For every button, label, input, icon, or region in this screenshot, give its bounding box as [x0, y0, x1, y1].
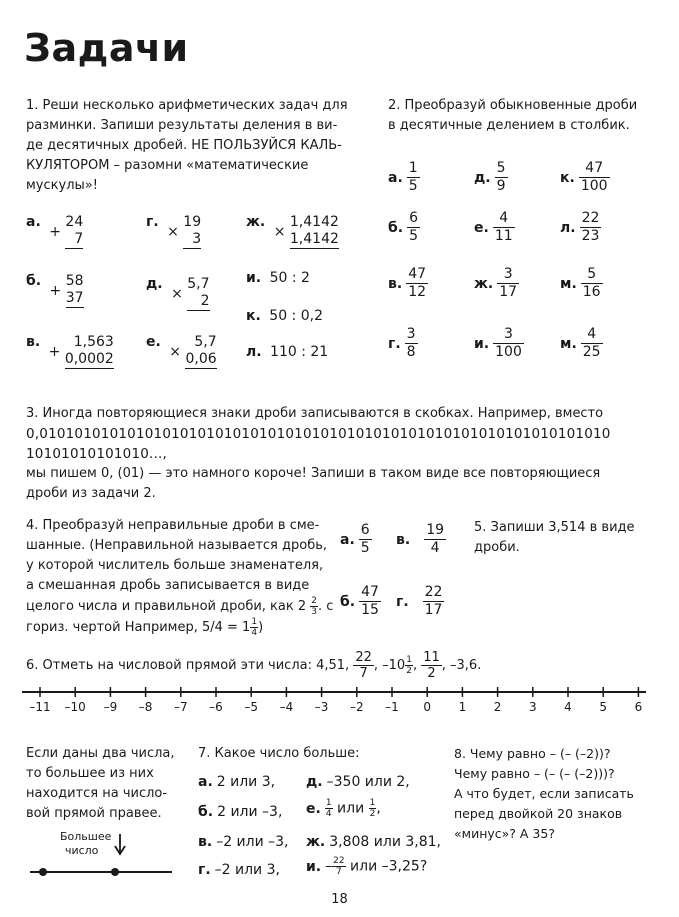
mini-number-line: [26, 828, 176, 884]
denominator: 100: [495, 344, 522, 360]
numerator: 47: [579, 160, 610, 178]
item-label: б.: [26, 273, 42, 289]
text: гориз. чертой Например, 5/4 = 1: [26, 620, 251, 635]
numerator: 1: [408, 160, 418, 176]
problem-4-item: [340, 584, 381, 619]
note-line: то большее из них: [26, 766, 154, 781]
problem-3-text: [26, 404, 666, 504]
expression: 50 : 2: [269, 270, 310, 286]
text: . с: [318, 599, 334, 614]
operator: +: [49, 224, 61, 240]
down-arrow-icon: [115, 834, 125, 854]
denominator: 8: [406, 344, 416, 360]
number-line-tick-label: –1: [385, 700, 399, 714]
item-label: е.: [474, 219, 489, 236]
denominator: 23: [581, 228, 600, 244]
problem-4-item: [396, 522, 446, 557]
item-label: ж.: [474, 275, 494, 292]
item-label: а.: [388, 169, 403, 186]
number-line-tick-label: –6: [209, 700, 223, 714]
problem-1-item: [246, 214, 339, 249]
problem-1-item: [246, 308, 323, 324]
operand-bottom: 7: [65, 231, 83, 249]
numerator: 47: [361, 584, 379, 600]
expression: 110 : 21: [270, 344, 329, 360]
problem-4-line: а смешанная дробь записывается в виде: [26, 578, 310, 593]
problem-1-line: 1. Реши несколько арифметических задач для: [26, 98, 348, 113]
problem-3-line: мы пишем 0, (01) — это намного короче! Запиши в таком виде все повторяющиеся: [26, 466, 601, 481]
problem-2-text: [388, 96, 658, 136]
denominator: 3: [311, 607, 317, 617]
number-line-tick-label: –8: [138, 700, 153, 714]
item-label: и.: [474, 335, 490, 352]
text: или: [337, 800, 365, 817]
operand-bottom: 0,0002: [64, 351, 114, 367]
item-label: в.: [198, 834, 213, 850]
denominator: 7: [336, 867, 342, 877]
item-label: и.: [306, 858, 322, 875]
problem-4-line: [26, 596, 336, 617]
problem-1-text: [26, 96, 356, 196]
point-larger: [111, 868, 119, 876]
denominator: 4: [430, 540, 440, 556]
problem-1-item: [26, 214, 83, 249]
operand-top: 19: [183, 214, 202, 230]
problem-2-item: [474, 266, 519, 301]
problem-3-line: 10101010101010...,: [26, 446, 168, 462]
denominator: 17: [499, 284, 518, 300]
numerator: 3: [497, 266, 519, 284]
item-label: г.: [198, 862, 211, 878]
denominator: 12: [408, 284, 427, 300]
problem-8-line: Чему равно – (– (– (–2)))?: [454, 766, 615, 781]
numerator: 4: [581, 326, 603, 344]
numerator: 22: [355, 650, 372, 665]
item-label: ж.: [246, 214, 266, 230]
text: или –3,25?: [350, 858, 428, 875]
item-label: в.: [26, 334, 41, 350]
problem-5-text: [474, 518, 664, 558]
number-line-tick-label: –5: [244, 700, 258, 714]
operator: +: [49, 283, 62, 299]
note-line: Если даны два числа,: [26, 746, 175, 761]
item-label: д.: [306, 774, 323, 790]
problem-7-item: [198, 774, 275, 790]
numerator: 2: [311, 596, 317, 606]
problem-2-item: [474, 160, 508, 195]
problem-2-item: [560, 160, 610, 195]
problem-1-line: разминки. Запиши результаты деления в ви-: [26, 118, 338, 133]
expression: –2 или –3,: [216, 834, 289, 850]
denominator: 5: [408, 178, 418, 194]
problem-1-item: [146, 334, 217, 369]
denominator: 15: [361, 602, 379, 618]
problem-2-item: [560, 326, 603, 361]
problem-7-title: 7. Какое число больше:: [198, 746, 360, 761]
expression: 2 или 3,: [216, 774, 276, 790]
denominator: 4: [251, 628, 258, 638]
operator: ×: [273, 224, 286, 240]
problem-1-item: [26, 334, 114, 369]
numerator: 1: [406, 655, 412, 665]
numerator: 1: [251, 617, 258, 627]
problem-1-line: КУЛЯТОРОМ – разомни «математические: [26, 158, 309, 173]
item-label: к.: [246, 308, 261, 324]
problem-4-line: [26, 617, 336, 638]
denominator: 17: [424, 602, 443, 618]
problem-4-text: [26, 516, 336, 638]
problem-1-item: [146, 276, 210, 311]
problem-2-item: [560, 210, 601, 245]
item-label: д.: [474, 169, 491, 186]
problem-6-text: [26, 650, 666, 681]
number-line-tick-label: –10: [64, 700, 86, 714]
expression: –2 или 3,: [214, 862, 280, 878]
problem-2-item: [474, 210, 515, 245]
number-line-tick-label: –2: [349, 700, 364, 714]
arrow-label-line: число: [64, 844, 99, 857]
text: ,: [376, 800, 381, 817]
item-label: б.: [198, 804, 214, 820]
problem-4-line: у которой числитель больше знаменателя,: [26, 558, 324, 573]
denominator: 9: [496, 178, 506, 194]
text: ): [258, 620, 264, 635]
item-label: г.: [388, 335, 401, 352]
problem-8-line: А что будет, если записать: [454, 786, 634, 801]
denominator: 4: [325, 809, 332, 819]
numerator: 3: [406, 326, 416, 342]
number-line-tick-label: 4: [564, 700, 572, 714]
problem-1-item: [26, 273, 84, 308]
problem-7-item: [198, 834, 289, 850]
operator: +: [48, 344, 61, 360]
expression: 2 или –3,: [217, 804, 283, 820]
page-title: Задачи: [24, 26, 189, 70]
operand-bottom: 0,06: [185, 351, 217, 367]
problem-3-line: дроби из задачи 2.: [26, 486, 156, 501]
item-label: б.: [340, 593, 356, 610]
note-line: вой прямой правее.: [26, 806, 162, 821]
item-label: и.: [246, 270, 262, 286]
operand-top: 5,7: [187, 276, 210, 292]
operand-top: 24: [65, 214, 84, 230]
problem-1-line: мускулы»!: [26, 178, 98, 193]
number-line-tick-label: 3: [528, 700, 537, 714]
numerator: 22: [581, 210, 600, 226]
problem-8-line: перед двойкой 20 знаков: [454, 806, 623, 821]
problem-8-line: 8. Чему равно – (– (–2))?: [454, 746, 611, 761]
operator: ×: [169, 344, 182, 360]
numerator: 19: [426, 522, 445, 538]
problem-8-line: «минус»? А 35?: [454, 826, 555, 841]
item-label: к.: [560, 169, 575, 186]
number-line-tick-label: –4: [279, 700, 294, 714]
numerator: 1: [325, 798, 332, 808]
operand-bottom: 37: [65, 290, 84, 306]
problem-2-item: [388, 160, 420, 195]
problem-2-item: [388, 266, 428, 301]
item-label: м.: [560, 335, 577, 352]
point-smaller: [39, 868, 47, 876]
problem-7-item: [306, 856, 427, 877]
numerator: 1: [369, 798, 376, 808]
expression: –350 или 2,: [326, 774, 410, 790]
expression: 50 : 0,2: [269, 308, 323, 324]
operand-top: 58: [65, 273, 84, 289]
problem-2-item: [560, 266, 603, 301]
text: 6. Отметь на числовой прямой эти числа: 4,51,: [26, 658, 350, 673]
denominator: 2: [369, 809, 376, 819]
operand-top: 1,563: [73, 334, 114, 350]
operand-bottom: 1,4142: [289, 231, 339, 247]
numerator: 5: [496, 160, 506, 176]
denominator: 16: [582, 284, 601, 300]
note-line: находится на число-: [26, 786, 168, 801]
item-label: г.: [396, 593, 409, 610]
operand-top: 1,4142: [289, 214, 339, 230]
text: целого числа и правильной дроби, как 2: [26, 599, 307, 614]
item-label: в.: [396, 531, 411, 548]
problem-7-item: [198, 862, 280, 878]
problem-1-item: [146, 214, 201, 249]
number-line-tick-label: –3: [314, 700, 329, 714]
problem-4-item: [396, 584, 444, 619]
number-line-labels: [0, 700, 679, 720]
item-label: л.: [246, 344, 262, 360]
number-line-tick-label: –11: [29, 700, 51, 714]
item-label: е.: [146, 334, 161, 350]
denominator: 100: [580, 178, 608, 194]
problem-2-item: [388, 326, 418, 361]
number-line-tick-label: 6: [634, 700, 643, 714]
item-label: д.: [146, 276, 163, 292]
problem-4-item: [340, 522, 372, 557]
problem-1-item: [246, 344, 328, 360]
denominator: 5: [409, 228, 419, 244]
denominator: 25: [582, 344, 601, 360]
operator: ×: [171, 286, 183, 302]
problem-2-item: [474, 326, 524, 361]
numerator: 11: [423, 650, 440, 665]
item-label: е.: [306, 800, 321, 817]
numerator: 6: [409, 210, 419, 226]
number-line-tick-label: 2: [493, 700, 502, 714]
left-note: [26, 744, 196, 824]
problem-7-item: [306, 798, 381, 819]
denominator: 11: [494, 228, 513, 244]
number-line-tick-label: –9: [103, 700, 118, 714]
operand-bottom: 2: [187, 293, 209, 311]
problem-3-line: 0,01010101010101010101010101010101010101010101010101010101010101010: [26, 426, 611, 442]
problem-5-line: 5. Запиши 3,514 в виде: [474, 520, 635, 535]
item-label: а.: [340, 531, 355, 548]
text: ,: [412, 658, 418, 673]
item-label: ж.: [306, 834, 326, 850]
number-line-tick-label: 5: [599, 700, 607, 714]
operand-top: 5,7: [194, 334, 217, 350]
problem-2-line: 2. Преобразуй обыкновенные дроби: [388, 98, 638, 113]
number-line-tick-label: 1: [458, 700, 467, 714]
item-label: л.: [560, 219, 576, 236]
number-line-tick-label: 0: [423, 700, 431, 714]
page-number: 18: [331, 892, 348, 907]
operand-bottom: 3: [183, 231, 201, 249]
problem-3-line: 3. Иногда повторяющиеся знаки дроби записываются в скобках. Например, вместо: [26, 406, 604, 421]
text: , –3,6.: [441, 658, 482, 673]
denominator: 2: [427, 666, 436, 681]
denominator: 5: [360, 540, 370, 556]
numerator: 4: [493, 210, 515, 228]
item-label: г.: [146, 214, 159, 230]
numerator: 6: [360, 522, 370, 538]
problem-4-line: шанные. (Неправильной называется дробь,: [26, 538, 328, 553]
text: , –10: [373, 658, 406, 673]
item-label: а.: [198, 774, 213, 790]
denominator: 7: [359, 666, 368, 681]
item-label: м.: [560, 275, 577, 292]
numerator: 22: [424, 584, 443, 600]
numerator: 5: [581, 266, 603, 284]
problem-7-item: [198, 804, 282, 820]
numerator: 22: [333, 856, 345, 866]
problem-4-line: 4. Преобразуй неправильные дроби в сме-: [26, 518, 320, 533]
expression: 3,808 или 3,81,: [329, 834, 441, 850]
problem-2-item: [388, 210, 420, 245]
item-label: в.: [388, 275, 403, 292]
problem-8-text: [454, 744, 674, 844]
denominator: 2: [406, 666, 412, 676]
arrow-label-line: Большее: [60, 830, 112, 843]
problem-7-item: [306, 834, 441, 850]
problem-1-item: [246, 270, 310, 286]
problem-1-line: де десятичных дробей. НЕ ПОЛЬЗУЙСЯ КАЛЬ-: [26, 138, 342, 153]
number-line-tick-label: –7: [173, 700, 188, 714]
problem-5-line: дроби.: [474, 540, 520, 555]
operator: ×: [167, 224, 179, 240]
problem-2-line: в десятичные делением в столбик.: [388, 118, 630, 133]
problem-7-item: [306, 774, 410, 790]
numerator: 47: [408, 266, 427, 282]
item-label: б.: [388, 219, 404, 236]
text: –: [325, 858, 333, 875]
item-label: а.: [26, 214, 41, 230]
numerator: 3: [493, 326, 524, 344]
